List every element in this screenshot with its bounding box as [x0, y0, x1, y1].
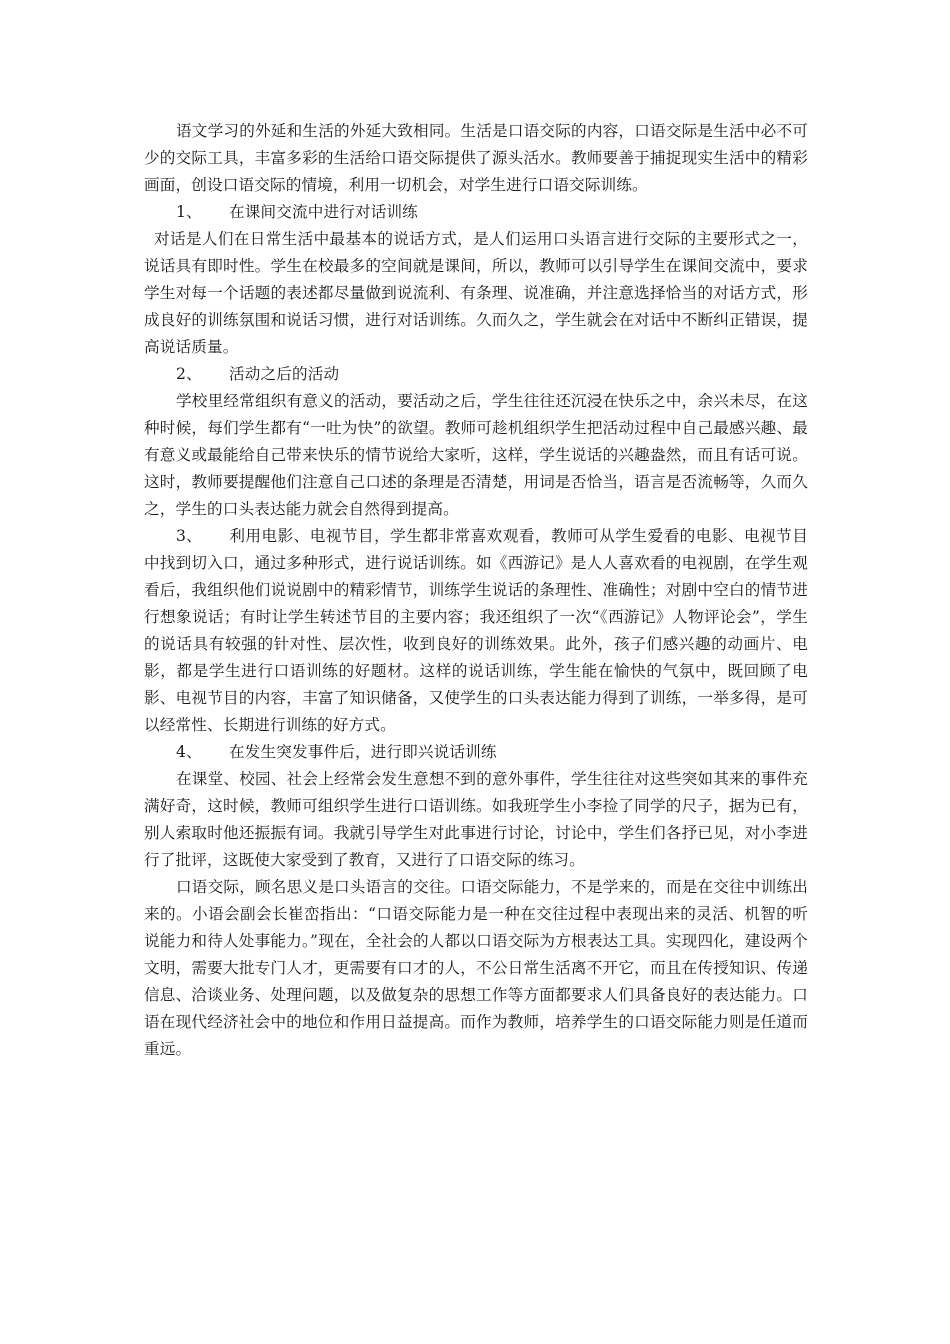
- section-4-paragraph: 在课堂、校园、社会上经常会发生意想不到的意外事件，学生往往对这些突如其来的事件充满好奇，这时候，教师可组织学生进行口语训练。如我班学生小李捡了同学的尺子，据为已有，别人索取时他还振振有词。我就引导学生对此事进行讨论，讨论中，学生们各抒已见，对小李进行了批评，这既使大家受到了教育，又进行了口语交际的练习。: [144, 770, 808, 869]
- document-body: [144, 118, 808, 1063]
- section-number: 4、: [176, 743, 202, 761]
- section-3-text: 利用电影、电视节目，学生都非常喜欢观看，教师可从学生爱看的电影、电视节目中找到切入口，通过多种形式，进行说话训练。如《西游记》是人人喜欢看的电视剧，在学生观看后，我组织他们说说剧中的精彩情节，训练学生说话的条理性、准确性；对剧中空白的情节进行想象说话；有时让学生转述节目的主要内容；我还组织了一次“《西游记》人物评论会”，学生的说话具有较强的针对性、层次性，收到良好的训练效果。此外，孩子们感兴趣的动画片、电影，都是学生进行口语训练的好题材。这样的说话训练，学生能在愉快的气氛中，既回顾了电影、电视节目的内容，丰富了知识储备，又使学生的口头表达能力得到了训练，一举多得，是可以经常性、长期进行训练的好方式。: [144, 527, 808, 734]
- section-3-paragraph: [144, 523, 808, 739]
- section-2-paragraph: 学校里经常组织有意义的活动，要活动之后，学生往往还沉浸在快乐之中，余兴未尽，在这种时候，每们学生都有“一吐为快”的欲望。教师可趁机组织学生把活动过程中自己最感兴趣、最有意义或最能给自己带来快乐的情节说给大家听，这样，学生说话的兴趣盎然，而且有话可说。这时，教师要提醒他们注意自己口述的条理是否清楚，用词是否恰当，语言是否流畅等，久而久之，学生的口头表达能力就会自然得到提高。: [144, 392, 808, 518]
- section-title: 活动之后的活动: [229, 365, 340, 383]
- section-number: 3、: [176, 527, 202, 545]
- intro-paragraph: 语文学习的外延和生活的外延大致相同。生活是口语交际的内容，口语交际是生活中必不可少的交际工具，丰富多彩的生活给口语交际提供了源头活水。教师要善于捕捉现实生活中的精彩画面，创设口语交际的情境，利用一切机会，对学生进行口语交际训练。: [144, 122, 808, 194]
- section-heading-4: [144, 739, 808, 766]
- section-number: 2、: [176, 365, 202, 383]
- section-heading-2: [144, 361, 808, 388]
- section-1-paragraph: 对话是人们在日常生活中最基本的说话方式，是人们运用口头语言进行交际的主要形式之一，说话具有即时性。学生在校最多的空间就是课间，所以，教师可以引导学生在课间交流中，要求学生对每一个话题的表述都尽量做到说流利、有条理、说准确，并注意选择恰当的对话方式，形成良好的训练氛围和说话习惯，进行对话训练。久而久之，学生就会在对话中不断纠正错误，提高说话质量。: [144, 230, 808, 356]
- section-number: 1、: [176, 203, 202, 221]
- conclusion-paragraph: 口语交际，顾名思义是口头语言的交往。口语交际能力，不是学来的，而是在交往中训练出来的。小语会副会长崔峦指出：“口语交际能力是一种在交往过程中表现出来的灵活、机智的听说能力和待人处事能力。”现在，全社会的人都以口语交际为方根表达工具。实现四化，建设两个文明，需要大批专门人才，更需要有口才的人，不公日常生活离不开它，而且在传授知识、传递信息、洽谈业务、处理问题，以及做复杂的思想工作等方面都要求人们具备良好的表达能力。口语在现代经济社会中的地位和作用日益提高。而作为教师，培养学生的口语交际能力则是任道而重远。: [144, 878, 808, 1058]
- section-title: 在发生突发事件后，进行即兴说话训练: [229, 743, 497, 761]
- section-title: 在课间交流中进行对话训练: [229, 203, 418, 221]
- section-heading-1: [144, 199, 808, 226]
